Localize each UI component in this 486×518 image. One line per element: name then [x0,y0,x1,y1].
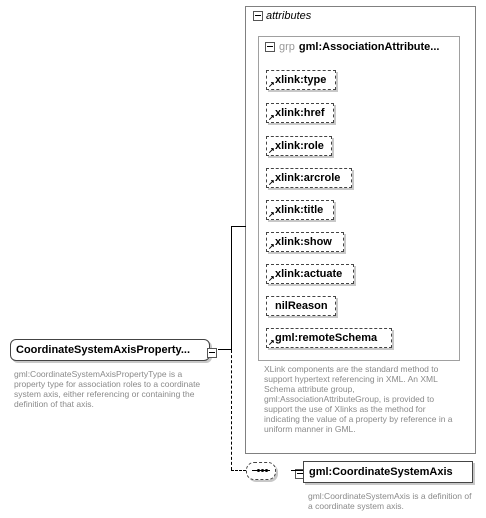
attribute-item[interactable] [266,103,334,123]
connector-sequence [231,470,246,471]
reference-arrow-icon: ↗ [268,210,275,219]
attribute-label: xlink:show [275,236,332,248]
group-tag: grp [279,41,295,53]
attribute-label: xlink:actuate [275,268,343,280]
reference-arrow-icon: ↗ [268,178,275,187]
reference-arrow-icon: ↗ [268,113,275,122]
attribute-label: xlink:arcrole [275,172,341,184]
collapse-group-icon[interactable] [265,42,275,52]
group-name[interactable]: gml:AssociationAttribute... [298,41,440,53]
connector-sequence-vertical [231,350,232,470]
attribute-item[interactable] [266,232,344,252]
attribute-item[interactable] [266,136,332,156]
attribute-item[interactable] [266,70,336,90]
reference-arrow-icon: ↗ [268,80,275,89]
reference-arrow-icon: ↗ [268,146,275,155]
main-element-label: CoordinateSystemAxisProperty... [16,344,191,356]
attribute-label: xlink:title [275,204,324,216]
sequence-dot [261,469,264,472]
collapse-main-element-icon[interactable] [207,348,217,358]
collapse-attributes-icon[interactable] [253,11,263,21]
connector-child [291,470,303,471]
reference-arrow-icon: ↗ [268,338,275,347]
attributes-header [253,10,311,22]
attribute-label: xlink:type [275,74,327,86]
attribute-item[interactable] [266,328,392,348]
group-description: XLink components are the standard method to support hypertext referencing in XML. An XML Schema attribute group, gml:AssociationAttributeGroup, is provided to support the use of Xlinks as the method for indicating the value of a property by reference in a uniform manner in GML. [264,364,453,434]
attribute-item[interactable] [266,296,336,316]
attribute-label: nilReason [275,300,328,312]
attribute-item[interactable] [266,200,334,220]
connector-attributes-vertical [231,226,232,350]
connector-attributes [231,226,246,227]
attribute-label: xlink:role [275,140,324,152]
attribute-group-header [265,41,439,53]
attribute-item[interactable] [266,264,354,284]
child-element[interactable] [303,461,473,483]
connector-main [218,349,232,350]
attribute-label: xlink:href [275,107,325,119]
main-element[interactable] [10,339,210,361]
reference-arrow-icon: ↗ [268,242,275,251]
sequence-dot [257,469,260,472]
reference-arrow-icon: ↗ [268,274,275,283]
main-element-description: gml:CoordinateSystemAxisPropertyType is a property type for association roles to a coordinate system axis, either referencing or containing the definition of that axis. [14,369,201,409]
attributes-title: attributes [266,10,312,22]
attribute-item[interactable] [266,168,352,188]
sequence-dot [265,469,268,472]
child-element-label: gml:CoordinateSystemAxis [309,466,453,478]
child-element-description: gml:CoordinateSystemAxis is a definition of a coordinate system axis. [308,491,472,511]
attribute-label: gml:remoteSchema [275,332,378,344]
